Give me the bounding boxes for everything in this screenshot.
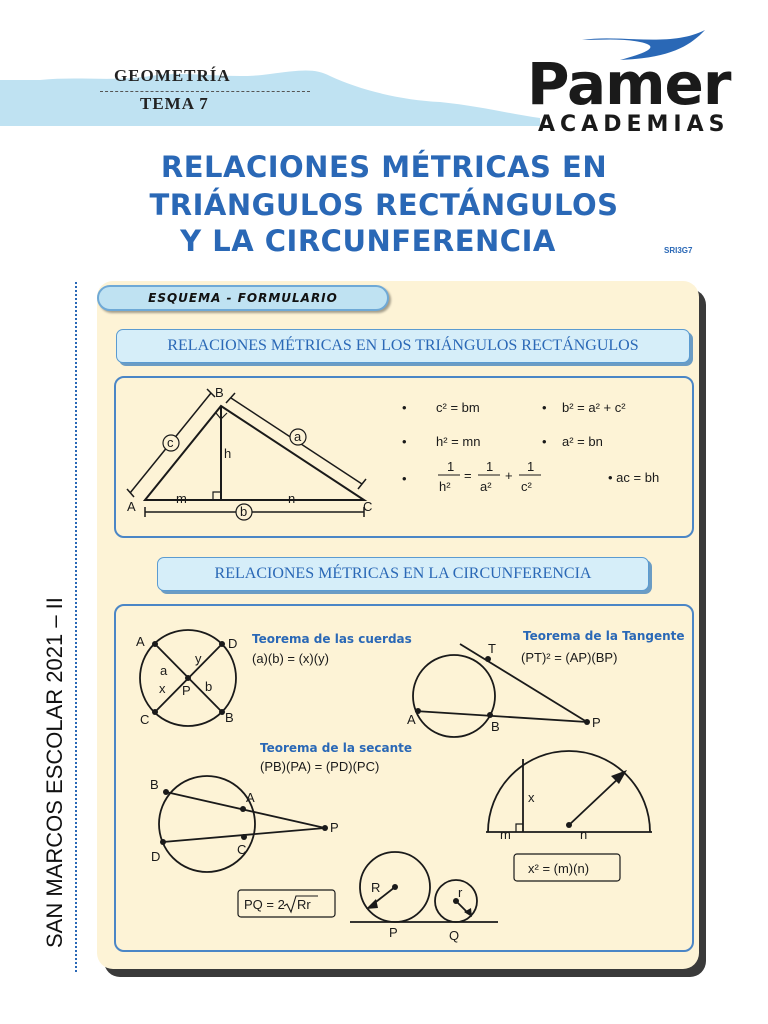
- tangent-label-t: T: [488, 641, 496, 656]
- triangle-side-a: a: [294, 429, 302, 444]
- chord-label-a-point: A: [136, 634, 145, 649]
- frac3-numerator: 1: [527, 459, 535, 474]
- frac2-numerator: 1: [486, 459, 494, 474]
- triangle-vertex-c: C: [363, 499, 373, 514]
- triangle-height-h: h: [224, 446, 232, 461]
- document-code: SRI3G7: [664, 246, 693, 255]
- bullet: •: [402, 434, 407, 449]
- tangent-circles-label-p: P: [389, 925, 398, 940]
- tangent-theorem-formula: (PT)² = (AP)(BP): [521, 650, 618, 665]
- triangle-side-c: c: [167, 435, 174, 450]
- frac2-denominator: a²: [480, 479, 492, 494]
- tangent-theorem-title: Teorema de la Tangente: [523, 629, 685, 643]
- triangle-segment-n: n: [288, 491, 296, 506]
- topic-label: TEMA 7: [140, 94, 209, 113]
- page-title-line-3: Y LA CIRCUNFERENCIA: [180, 224, 556, 258]
- frac1-numerator: 1: [447, 459, 455, 474]
- page-title-line-1: RELACIONES MÉTRICAS EN: [160, 150, 608, 184]
- triangle-segment-m: m: [176, 491, 187, 506]
- side-label: SAN MARCOS ESCOLAR 2021 – II: [42, 597, 67, 948]
- formula-a2-bn: a² = bn: [562, 434, 603, 449]
- section-heading-triangles: RELACIONES MÉTRICAS EN LOS TRIÁNGULOS RECTÁNGULOS: [116, 329, 690, 363]
- tangent-circles-formula-radicand: Rr: [297, 897, 311, 912]
- chord-label-c-point: C: [140, 712, 150, 727]
- circle-theorems-diagrams: [114, 604, 694, 952]
- formula-h2-mn: h² = mn: [436, 434, 481, 449]
- formula-c2-bm: c² = bm: [436, 400, 480, 415]
- scheme-banner: ESQUEMA - FORMULARIO: [97, 285, 389, 311]
- triangle-vertex-a: A: [127, 499, 136, 514]
- header-divider: [100, 91, 310, 92]
- triangle-vertex-b: B: [215, 385, 224, 400]
- tangent-circles-label-r-small: r: [458, 885, 463, 900]
- tangent-circles-label-q: Q: [449, 928, 460, 943]
- chords-theorem-formula: (a)(b) = (x)(y): [252, 651, 329, 666]
- bullet: •: [542, 400, 547, 415]
- secant-theorem-formula: (PB)(PA) = (PD)(PC): [260, 759, 380, 774]
- chords-theorem-title: Teorema de las cuerdas: [252, 632, 412, 646]
- frac3-denominator: c²: [521, 479, 532, 494]
- secant-label-a: A: [246, 790, 255, 805]
- semicircle-formula: x² = (m)(n): [528, 861, 590, 876]
- secant-label-p: P: [330, 820, 339, 835]
- frac1-denominator: h²: [439, 479, 451, 494]
- chord-label-p: P: [182, 683, 191, 698]
- brand-logo: Pamer: [527, 50, 731, 118]
- chord-segment-a: a: [160, 663, 168, 678]
- header-mountain-banner: [0, 40, 540, 140]
- secant-theorem-title: Teorema de la secante: [260, 741, 413, 755]
- tangent-label-p: P: [592, 715, 601, 730]
- plus-sign: +: [505, 468, 513, 483]
- semicircle-label-x: x: [528, 790, 535, 805]
- triangle-formulas: [114, 376, 694, 538]
- chord-label-d-point: D: [228, 636, 238, 651]
- semicircle-label-n: n: [580, 827, 588, 842]
- secant-label-b: B: [150, 777, 159, 792]
- bullet: •: [402, 471, 407, 486]
- side-dotted-rule: [75, 282, 77, 972]
- page-title-line-2: TRIÁNGULOS RECTÁNGULOS: [149, 188, 619, 222]
- brand-subtitle: ACADEMIAS: [538, 112, 730, 137]
- equals-sign: =: [464, 468, 472, 483]
- semicircle-label-m: m: [500, 827, 511, 842]
- tangent-label-a: A: [407, 712, 416, 727]
- chord-label-b-point: B: [225, 710, 234, 725]
- bullet: •: [542, 434, 547, 449]
- chord-segment-b: b: [205, 679, 213, 694]
- tangent-circles-label-r-big: R: [371, 880, 381, 895]
- formula-pythagoras: b² = a² + c²: [562, 400, 626, 415]
- triangle-side-b: b: [240, 504, 248, 519]
- bullet: •: [402, 400, 407, 415]
- secant-label-c: C: [237, 842, 247, 857]
- tangent-label-b: B: [491, 719, 500, 734]
- chord-segment-x: x: [159, 681, 166, 696]
- formula-ac-bh: • ac = bh: [608, 470, 660, 485]
- section-heading-circle: RELACIONES MÉTRICAS EN LA CIRCUNFERENCIA: [157, 557, 649, 591]
- secant-label-d: D: [151, 849, 161, 864]
- subject-label: GEOMETRÍA: [114, 66, 231, 85]
- tangent-circles-formula: PQ = 2: [244, 897, 285, 912]
- chord-segment-y: y: [195, 651, 202, 666]
